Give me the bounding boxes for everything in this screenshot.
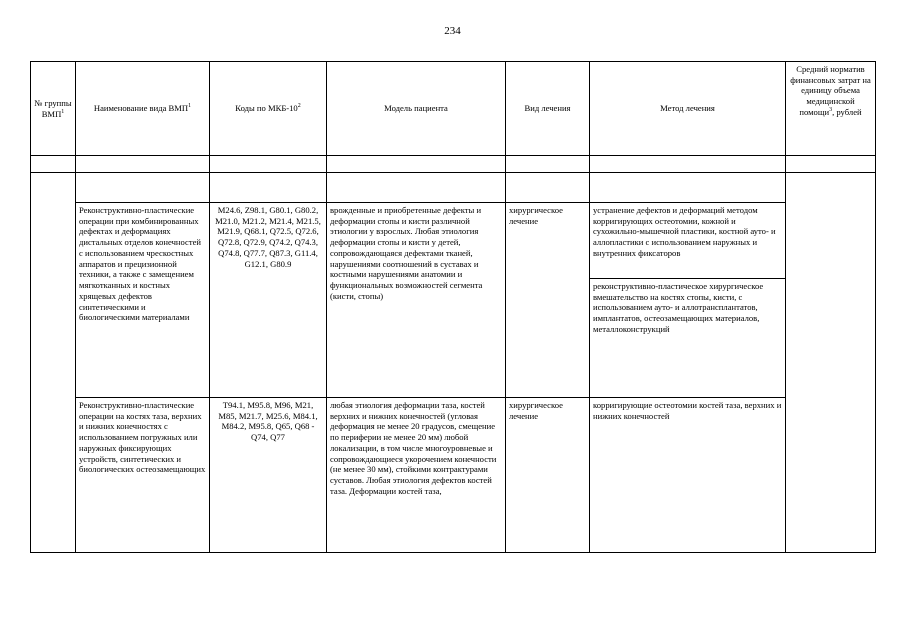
table-header-row bbox=[31, 62, 876, 156]
row2-treatment: хирургическое лечение bbox=[506, 398, 590, 553]
header-cost: Средний норматив финансовых затрат на единицу объема медицинской помощи$^3$, рублей bbox=[786, 62, 876, 156]
row2-codes: T94.1, M95.8, M96, M21, M85, M21.7, M25.6, M84.1, M84.2, M95.8, Q65, Q68 - Q74, Q77 bbox=[210, 398, 327, 553]
row1-method-2: реконструктивно-пластическое хирургическое вмешательство на костях стопы, кисти, с использованием ауто- и аллотрансплантатов, имплантатов, остеозамещающих материалов, металлоконструкций bbox=[590, 279, 786, 398]
table-row bbox=[31, 173, 876, 203]
row2-method-1: корригирующие остеотомии костей таза, верхних и нижних конечностей bbox=[590, 398, 786, 553]
page-number: 234 bbox=[444, 25, 461, 37]
row2-name: Реконструктивно-пластические операции на костях таза, верхних и нижних конечностях с использованием погружных или наружных фиксирующих устройств, синтетических и биологических остеозамещающих bbox=[76, 398, 210, 553]
header-codes: Коды по МКБ-$10^2$ bbox=[210, 62, 327, 156]
row1-treatment: хирургическое лечение bbox=[506, 203, 590, 398]
header-group: № группы ВМП$^1$ bbox=[31, 62, 76, 156]
table-row bbox=[31, 203, 876, 279]
row1-model: врожденные и приобретенные дефекты и деформации стопы и кисти различной этиологии у взрослых. Любая этиология деформации стопы и кисти у детей, сопровождающаяся дефектами тканей, нарушениями соотношений в суставах и костными нарушениями анатомии и функциональных возможностей сегмента (кисти, стопы) bbox=[327, 203, 506, 398]
header-name: Наименование вида ВМП$^1$ bbox=[76, 62, 210, 156]
row2-model: любая этиология деформации таза, костей верхних и нижних конечностей (угловая деформация не менее 20 градусов, смещение по периферии не менее 20 мм) любой локализации, в том числе многоуровневые и сопровождающиеся укорочением конечности (не менее 30 мм), стойкими контрактурами суставов. Любая этиология дефектов костей таза. Деформации костей таза, bbox=[327, 398, 506, 553]
header-model: Модель пациента bbox=[327, 62, 506, 156]
table-row bbox=[31, 156, 876, 173]
header-method: Метод лечения bbox=[590, 62, 786, 156]
row1-method-1: устранение дефектов и деформаций методом корригирующих остеотомии, кожной и сухожильно-мышечной пластики, костной ауто- и аллопластики с использованием наружных и внутренних фиксаторов bbox=[590, 203, 786, 279]
header-treatment: Вид лечения bbox=[506, 62, 590, 156]
table-row bbox=[31, 398, 876, 553]
row1-name: Реконструктивно-пластические операции при комбинированных дефектах и деформациях дистальных отделов конечностей с использованием чрескостных аппаратов и прецизионной техники, а также с замещением мягкотканных и костных хрящевых дефектов синтетическими и биологическими материалами bbox=[76, 203, 210, 398]
row1-codes: M24.6, Z98.1, G80.1, G80.2, M21.0, M21.2, M21.4, M21.5, M21.9, Q68.1, Q72.5, Q72.6, Q72.8, Q72.9, Q74.2, Q74.3, Q74.8, Q77.7, Q87.3, G11.4, G12.1, G80.9 bbox=[210, 203, 327, 398]
vmp-table bbox=[30, 61, 876, 553]
